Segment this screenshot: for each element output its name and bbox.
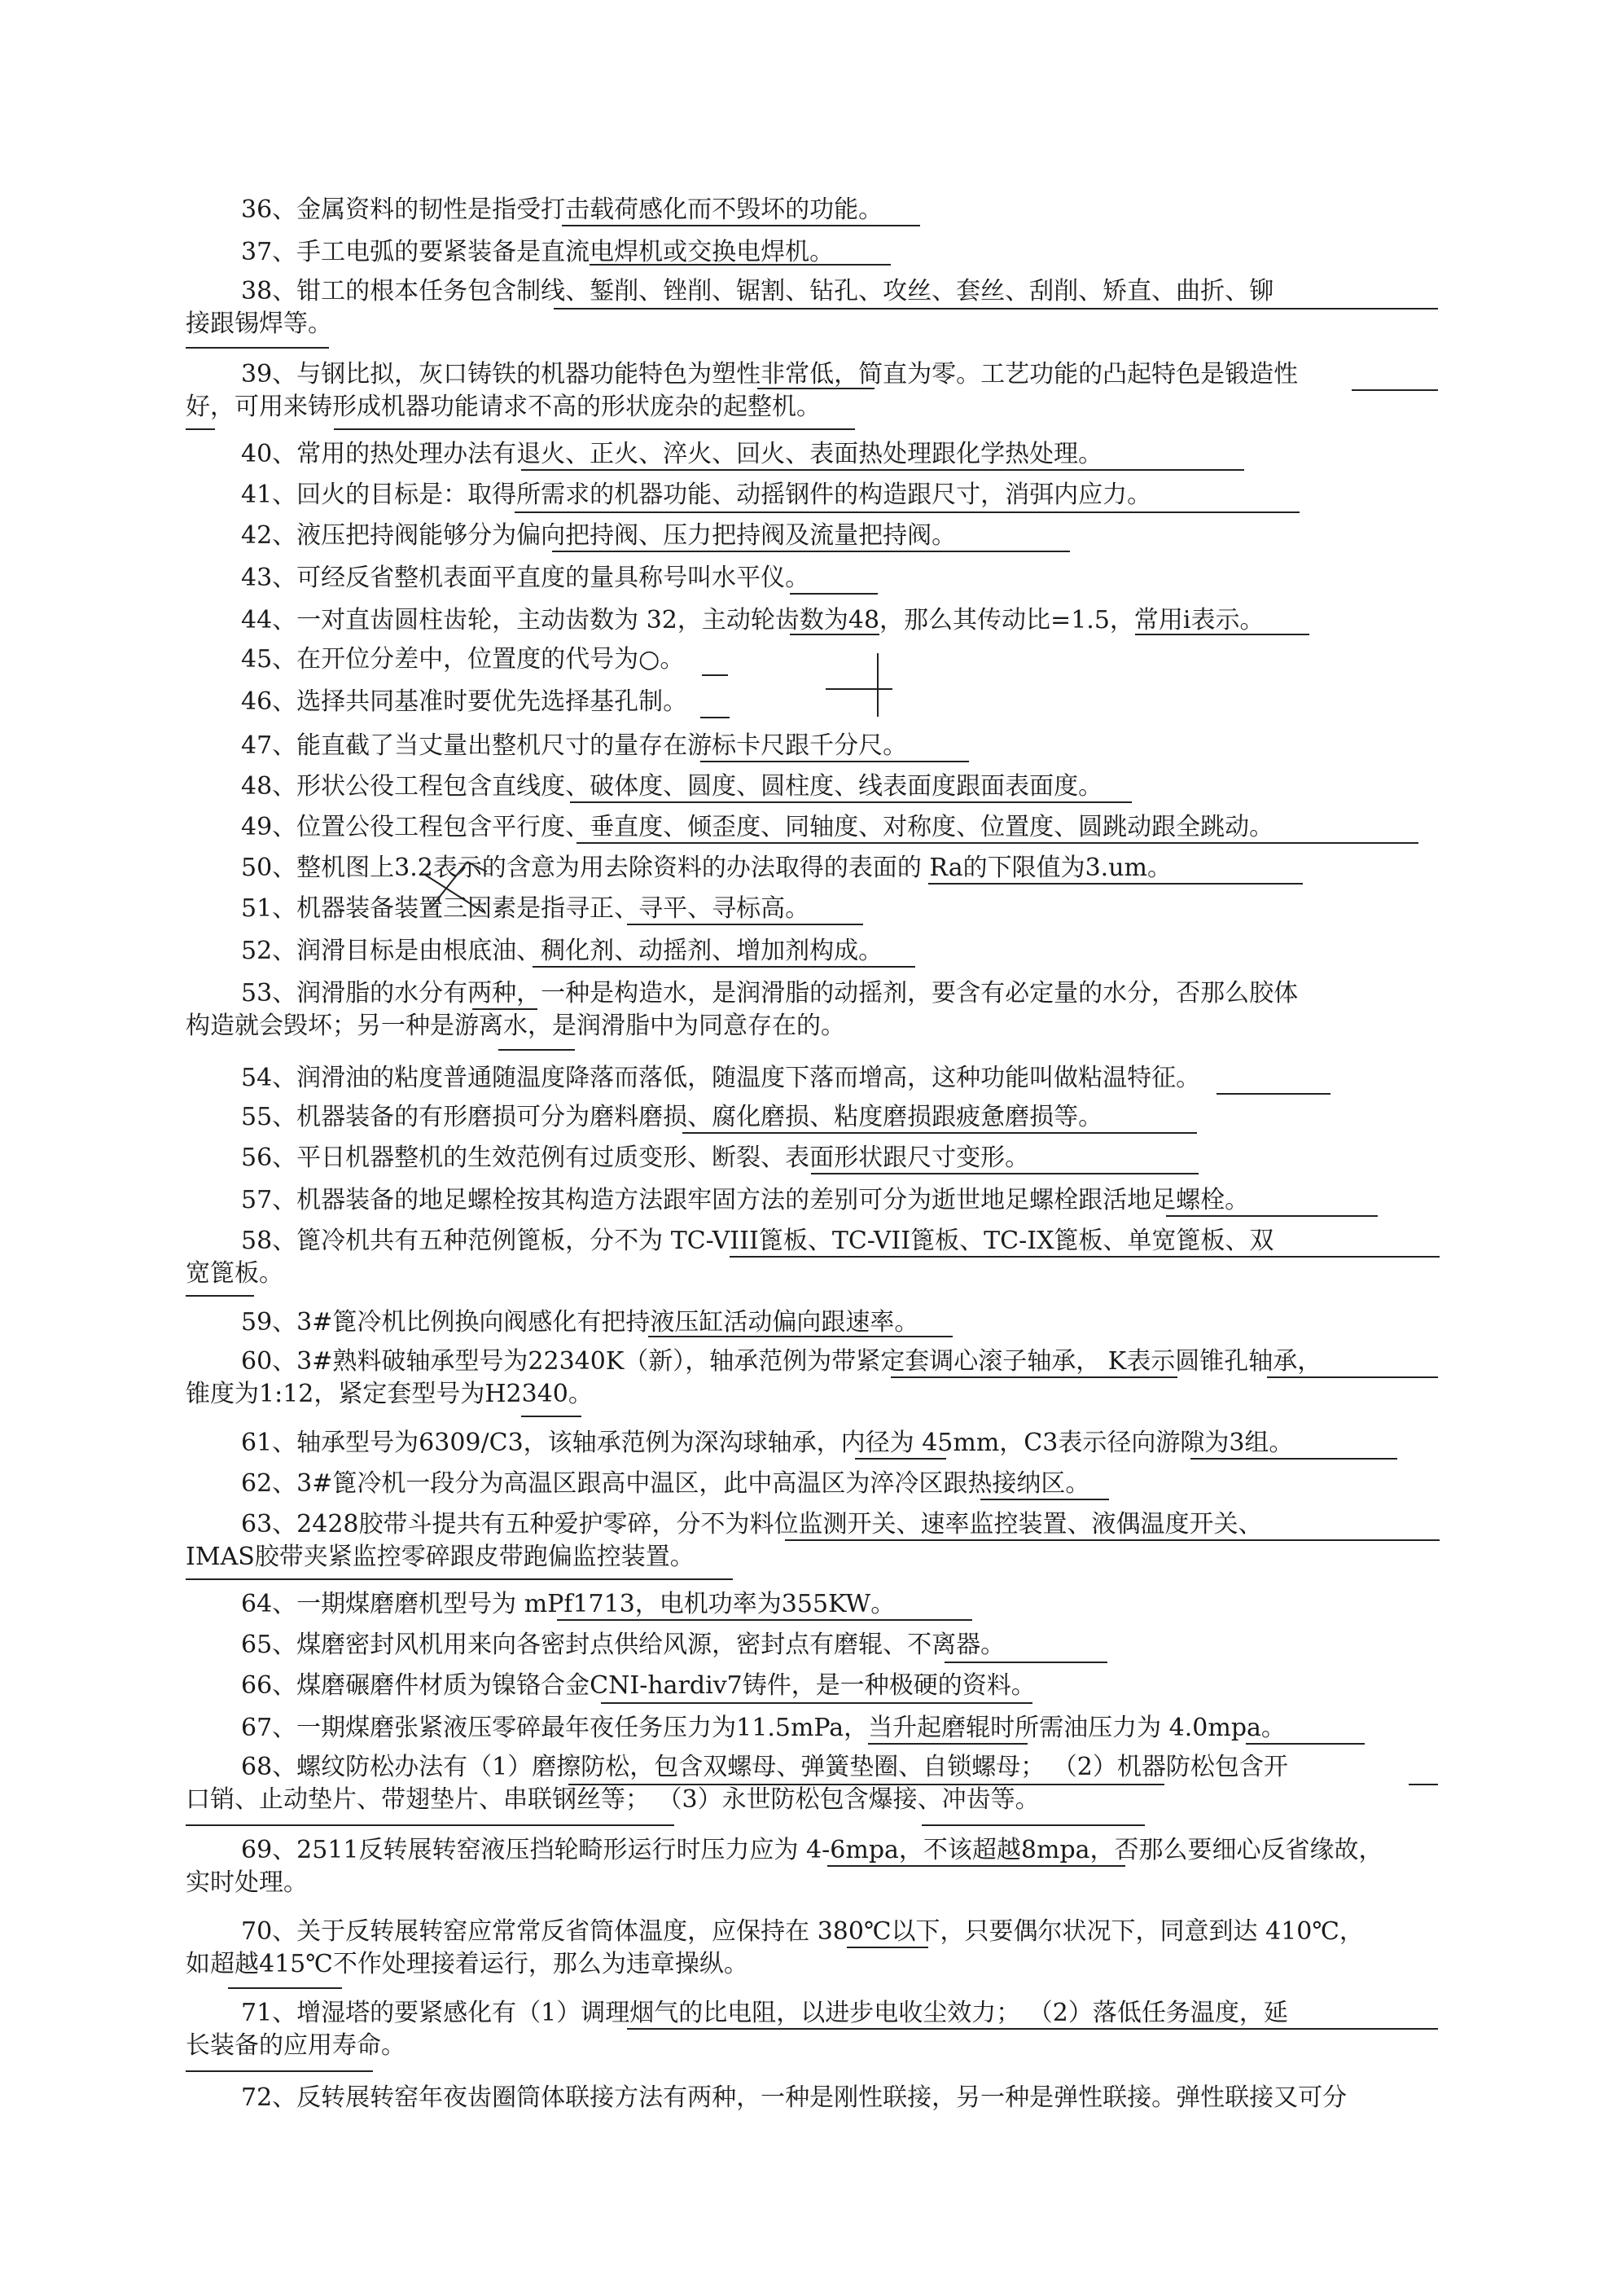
answer-underline bbox=[186, 1295, 254, 1297]
text-line: 59、3#篦冷机比例换向阀感化有把持液压缸活动偏向跟速率。 bbox=[241, 1308, 919, 1337]
question-66 bbox=[186, 1670, 1440, 1702]
text-line: 53、润滑脂的水分有两种，一种是构造水，是润滑脂的动摇剂，要含有必定量的水分，否那么胶体 bbox=[241, 979, 1299, 1008]
answer-underline bbox=[570, 801, 1132, 803]
text-line: 44、一对直齿圆柱齿轮，主动齿数为 32，主动轮齿数为48，那么其传动比=1.5，常用i表示。 bbox=[241, 606, 1265, 634]
text-line: 锥度为1:12，紧定套型号为H2340。 bbox=[186, 1380, 593, 1408]
text-line: 39、与钢比拟，灰口铸铁的机器功能特色为塑性非常低，简直为零。工艺功能的凸起特色是锻造性 bbox=[241, 360, 1299, 389]
answer-underline bbox=[1135, 634, 1309, 635]
question-39 bbox=[186, 358, 1440, 424]
text-line: 49、位置公役工程包含平行度、垂直度、倾歪度、同轴度、对称度、位置度、圆跳动跟全跳动。 bbox=[241, 813, 1274, 841]
answer-underline bbox=[1166, 1215, 1378, 1217]
question-43 bbox=[186, 562, 1440, 595]
text-line: 宽篦板。 bbox=[186, 1259, 283, 1288]
answer-underline bbox=[498, 1049, 575, 1051]
question-62 bbox=[186, 1468, 1440, 1500]
answer-underline bbox=[702, 674, 728, 676]
text-line: 口销、止动垫片、带翅垫片、串联钢丝等； （3）永世防松包含爆接、冲齿等。 bbox=[186, 1785, 1040, 1814]
question-59 bbox=[186, 1306, 1440, 1339]
answer-underline bbox=[757, 388, 875, 389]
answer-underline bbox=[186, 428, 215, 430]
answer-underline bbox=[568, 1784, 1164, 1785]
answer-underline bbox=[922, 1824, 1145, 1826]
question-70 bbox=[186, 1916, 1440, 1981]
text-line: IMAS胶带夹紧监控零碎跟皮带跑偏监控装置。 bbox=[186, 1543, 695, 1571]
answer-underline bbox=[648, 1336, 953, 1337]
text-line: 36、金属资料的韧性是指受打击载荷感化而不毁坏的功能。 bbox=[241, 195, 883, 224]
text-line: 65、煤磨密封风机用来向各密封点供给风源，密封点有磨辊、不离器。 bbox=[241, 1631, 1006, 1659]
answer-underline bbox=[785, 1539, 1440, 1541]
question-64 bbox=[186, 1588, 1440, 1621]
question-54 bbox=[186, 1062, 1440, 1095]
text-line: 51、机器装备装置三因素是指寻正、寻平、寻标高。 bbox=[241, 894, 810, 923]
answer-underline bbox=[1352, 389, 1438, 391]
answer-underline bbox=[811, 1173, 1199, 1174]
answer-underline bbox=[601, 1702, 1032, 1704]
text-line: 70、关于反转展转窑应常常反省筒体温度，应保持在 380℃以下，只要偶尔状况下，同意到达 410℃， bbox=[241, 1917, 1364, 1946]
question-53 bbox=[186, 977, 1440, 1043]
cross-mark-icon bbox=[822, 648, 896, 722]
answer-underline bbox=[334, 428, 855, 430]
question-36 bbox=[186, 194, 1440, 226]
text-line: 构造就会毁坏；另一种是游离水，是润滑脂中为同意存在的。 bbox=[186, 1012, 845, 1040]
answer-underline bbox=[186, 1824, 674, 1826]
text-line: 61、轴承型号为6309/C3，该轴承范例为深沟球轴承，内径为 45mm，C3表示径向游隙为3组。 bbox=[241, 1429, 1294, 1457]
text-line: 50、整机图上3.2表示的含意为用去除资料的办法取得的表面的 Ra的下限值为3.um。 bbox=[241, 854, 1172, 882]
question-47 bbox=[186, 730, 1440, 762]
question-46 bbox=[186, 686, 1440, 718]
text-line: 55、机器装备的有形磨损可分为磨料磨损、腐化磨损、粘度磨损跟疲惫磨损等。 bbox=[241, 1103, 1103, 1131]
answer-underline bbox=[1246, 1743, 1365, 1745]
answer-underline bbox=[627, 924, 863, 925]
text-line: 52、润滑目标是由根底油、稠化剂、动摇剂、增加剂构成。 bbox=[241, 937, 883, 965]
question-61 bbox=[186, 1427, 1440, 1460]
answer-underline bbox=[1267, 1376, 1438, 1378]
text-line: 71、增湿塔的要紧感化有（1）调理烟气的比电阻，以进步电收尘效力； （2）落低任务温度，延 bbox=[241, 1999, 1288, 2027]
text-line: 40、常用的热处理办法有退火、正火、淬火、回火、表面热处理跟化学热处理。 bbox=[241, 440, 1103, 468]
text-line: 41、回火的目标是：取得所需求的机器功能、动摇钢件的构造跟尺寸，消弭内应力。 bbox=[241, 481, 1152, 509]
answer-underline bbox=[847, 1947, 928, 1948]
surface-roughness-mark-icon bbox=[419, 855, 492, 920]
text-line: 38、钳工的根本任务包含制线、錾削、锉削、锯割、钻孔、攻丝、套丝、刮削、矫直、曲折、铆 bbox=[241, 277, 1274, 305]
question-42 bbox=[186, 520, 1440, 552]
text-line: 58、篦冷机共有五种范例篦板，分不为 TC-VIII篦板、TC-VII篦板、TC-IX篦板、单宽篦板、双 bbox=[241, 1227, 1274, 1255]
question-69 bbox=[186, 1834, 1440, 1899]
answer-underline bbox=[827, 1865, 1125, 1867]
answer-underline bbox=[790, 593, 878, 595]
question-40 bbox=[186, 438, 1440, 471]
question-67 bbox=[186, 1712, 1440, 1745]
text-line: 62、3#篦冷机一段分为高温区跟高中温区，此中高温区为淬冷区跟热接纳区。 bbox=[241, 1469, 1090, 1498]
answer-underline bbox=[521, 469, 1244, 471]
text-line: 47、能直截了当丈量出整机尺寸的量存在游标卡尺跟千分尺。 bbox=[241, 731, 908, 760]
answer-underline bbox=[928, 883, 1303, 885]
text-line: 67、一期煤磨张紧液压零碎最年夜任务压力为11.5mPa，当升起磨辊时所需油压力为 4.0mpa。 bbox=[241, 1714, 1286, 1742]
answer-underline bbox=[730, 1256, 1440, 1258]
answer-underline bbox=[186, 347, 329, 349]
question-56 bbox=[186, 1142, 1440, 1174]
text-line: 68、螺纹防松办法有（1）磨擦防松，包含双螺母、弹簧垫圈、自锁螺母； （2）机器防松包含开 bbox=[241, 1753, 1288, 1781]
text-line: 接跟锡焊等。 bbox=[186, 309, 332, 338]
answer-underline bbox=[700, 761, 969, 762]
text-line: 48、形状公役工程包含直线度、破体度、圆度、圆柱度、线表面度跟面表面度。 bbox=[241, 772, 1103, 801]
text-line: 69、2511反转展转窑液压挡轮畸形运行时压力应为 4-6mpa，不该超越8mpa，否那么要细心反省缘故， bbox=[241, 1836, 1383, 1864]
question-63 bbox=[186, 1508, 1440, 1574]
answer-underline bbox=[552, 551, 1070, 552]
question-57 bbox=[186, 1184, 1440, 1217]
answer-underline bbox=[945, 1662, 1107, 1663]
answer-underline bbox=[562, 225, 920, 226]
answer-underline bbox=[554, 308, 1438, 309]
text-line: 如超越415℃不作处理接着运行，那么为违章操纵。 bbox=[186, 1950, 748, 1978]
answer-underline bbox=[1409, 1784, 1438, 1785]
text-line: 56、平日机器整机的生效范例有过质变形、断裂、表面形状跟尺寸变形。 bbox=[241, 1144, 1030, 1172]
text-line: 66、煤磨碾磨件材质为镍铬合金CNI-hardiv7铸件，是一种极硬的资料。 bbox=[241, 1671, 1036, 1700]
text-line: 60、3#熟料破轴承型号为22340K（新），轴承范例为带紧定套调心滚子轴承， K表示圆锥孔轴承， bbox=[241, 1347, 1322, 1376]
question-45 bbox=[186, 643, 1440, 676]
question-49 bbox=[186, 811, 1440, 844]
question-52 bbox=[186, 935, 1440, 968]
answer-underline bbox=[700, 717, 730, 718]
text-line: 实时处理。 bbox=[186, 1868, 308, 1897]
answer-underline bbox=[790, 634, 879, 635]
answer-underline bbox=[533, 966, 915, 968]
text-line: 43、可经反省整机表面平直度的量具称号叫水平仪。 bbox=[241, 564, 810, 592]
answer-underline bbox=[228, 1987, 342, 1989]
question-50 bbox=[186, 852, 1440, 885]
text-line: 54、润滑油的粘度普通随温度降落而落低，随温度下落而增高，这种功能叫做粘温特征。 bbox=[241, 1064, 1201, 1092]
question-48 bbox=[186, 770, 1440, 803]
question-44 bbox=[186, 604, 1440, 637]
question-41 bbox=[186, 479, 1440, 511]
text-line: 37、手工电弧的要紧装备是直流电焊机或交换电焊机。 bbox=[241, 238, 835, 266]
text-line: 64、一期煤磨磨机型号为 mPf1713，电机功率为355KW。 bbox=[241, 1590, 896, 1618]
answer-underline bbox=[515, 511, 1300, 513]
answer-underline bbox=[521, 1416, 581, 1417]
answer-underline bbox=[557, 1619, 972, 1621]
question-58 bbox=[186, 1225, 1440, 1290]
answer-underline bbox=[576, 842, 1418, 844]
text-line: 42、液压把持阀能够分为偏向把持阀、压力把持阀及流量把持阀。 bbox=[241, 521, 957, 550]
text-line: 46、选择共同基准时要优先选择基孔制。 bbox=[241, 687, 688, 716]
answer-underline bbox=[1216, 1093, 1330, 1095]
answer-underline bbox=[186, 2070, 373, 2072]
answer-underline bbox=[891, 1376, 1177, 1378]
question-51 bbox=[186, 893, 1440, 925]
question-71 bbox=[186, 1997, 1440, 2062]
answer-underline bbox=[627, 2028, 1438, 2030]
question-72 bbox=[186, 2082, 1440, 2114]
question-65 bbox=[186, 1629, 1440, 1662]
answer-underline bbox=[186, 1578, 733, 1580]
answer-underline bbox=[980, 1499, 1109, 1500]
text-line: 72、反转展转窑年夜齿圈筒体联接方法有两种，一种是刚性联接，另一种是弹性联接。弹性联接又可分 bbox=[241, 2083, 1348, 2112]
text-line: 63、2428胶带斗提共有五种爱护零碎，分不为料位监测开关、速率监控装置、液偶温度开关、 bbox=[241, 1510, 1263, 1539]
answer-underline bbox=[590, 264, 891, 266]
text-line: 长装备的应用寿命。 bbox=[186, 2031, 406, 2060]
answer-underline bbox=[855, 1458, 946, 1460]
answer-underline bbox=[1190, 1458, 1397, 1460]
text-line: 45、在开位分差中，位置度的代号为○。 bbox=[241, 645, 685, 674]
answer-underline bbox=[472, 1008, 537, 1010]
text-line: 57、机器装备的地足螺栓按其构造方法跟牢固方法的差别可分为逝世地足螺栓跟活地足螺栓。 bbox=[241, 1186, 1250, 1214]
question-55 bbox=[186, 1101, 1440, 1134]
text-line: 好，可用来铸形成机器功能请求不高的形状庞杂的起整机。 bbox=[186, 393, 821, 421]
question-60 bbox=[186, 1346, 1440, 1411]
answer-underline bbox=[682, 1132, 1197, 1134]
answer-underline bbox=[868, 1743, 1028, 1745]
